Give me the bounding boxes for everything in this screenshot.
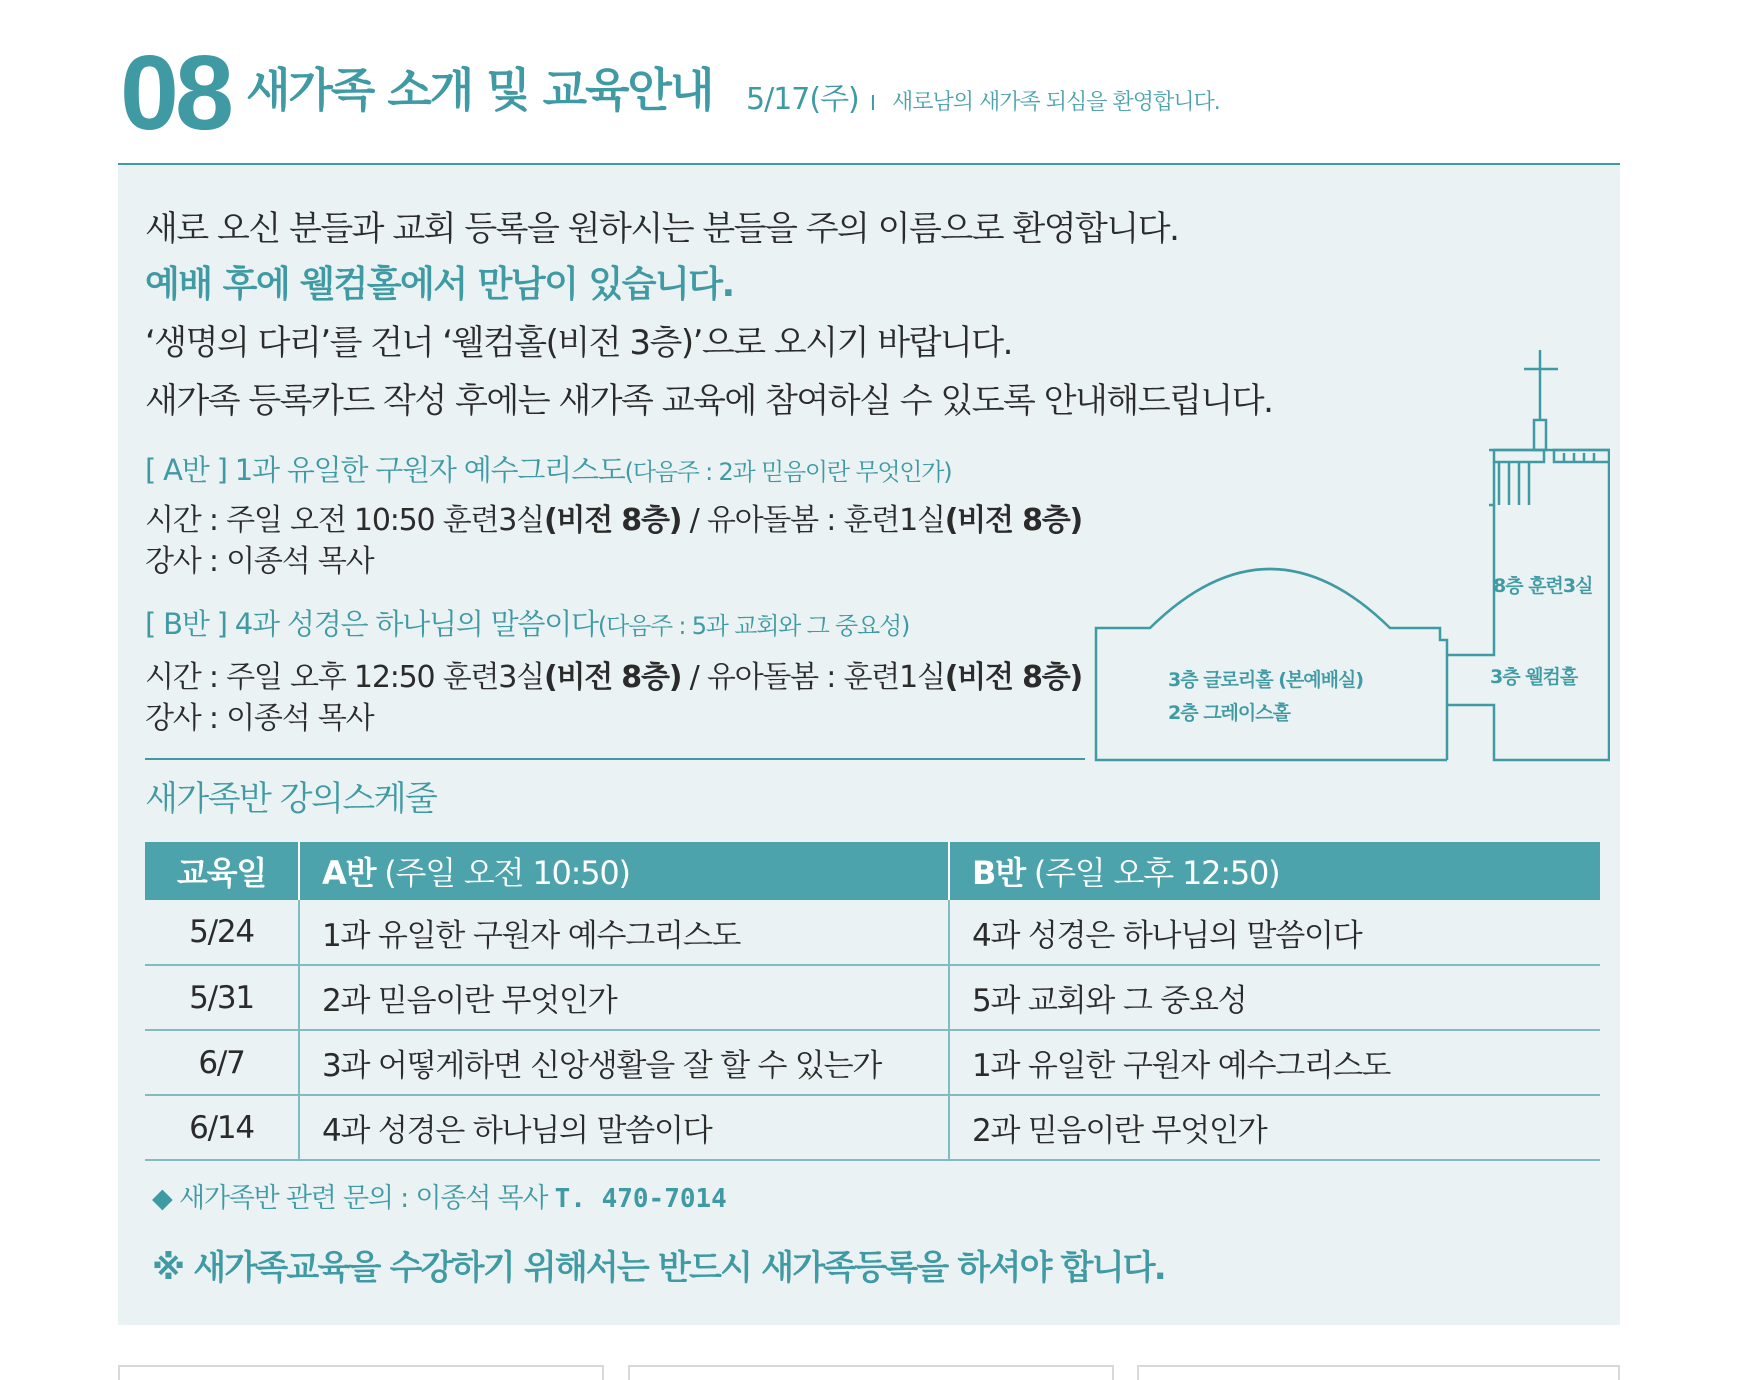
- church-building-illustration: [1080, 340, 1610, 770]
- row-class-a: 1과 유일한 구원자 예수그리스도: [299, 900, 949, 965]
- section-title: 새가족 소개 및 교육안내: [246, 63, 713, 117]
- header-separator: I: [870, 91, 876, 115]
- table-row: [145, 965, 1600, 1030]
- diamond-bullet-icon: ◆: [152, 1183, 172, 1214]
- intro-directions: ‘생명의 다리’를 건너 ‘웰컴홀(비전 3층)’으로 오시기 바랍니다.: [145, 323, 1012, 363]
- class-b-time-text: 시간 : 주일 오후 12:50 훈련3실: [145, 660, 544, 695]
- next-section-box-3: [1137, 1365, 1620, 1380]
- schedule-header-row: [145, 842, 1600, 900]
- contact-info: [152, 1180, 727, 1218]
- class-b-time: [145, 657, 1082, 699]
- class-b-time-header: (주일 오후 12:50): [1024, 854, 1280, 892]
- table-row: [145, 1030, 1600, 1095]
- schedule-table: [145, 842, 1600, 1161]
- class-a-childcare-floor: (비전 8층): [944, 503, 1083, 538]
- contact-text: 새가족반 관련 문의 : 이종석 목사: [178, 1183, 555, 1214]
- class-b-next-lesson: (다음주 : 5과 교회와 그 중요성): [597, 612, 910, 640]
- row-class-b: 4과 성경은 하나님의 말씀이다: [949, 900, 1600, 965]
- class-b-teacher: 강사 : 이종석 목사: [145, 701, 374, 736]
- row-class-b: 2과 믿음이란 무엇인가: [949, 1095, 1600, 1160]
- intro-highlight: 예배 후에 웰컴홀에서 만남이 있습니다.: [145, 264, 734, 305]
- label-3f-welcome-hall: 3층 웰컴홀: [1490, 666, 1578, 688]
- table-row: [145, 1095, 1600, 1160]
- contact-phone: T. 470-7014: [554, 1184, 727, 1214]
- row-date: 6/7: [145, 1030, 299, 1095]
- section-number: 08: [120, 34, 230, 152]
- class-b-childcare: / 유아돌봄 : 훈련1실: [681, 660, 945, 695]
- class-b-lesson: [ B반 ] 4과 성경은 하나님의 말씀이다: [145, 607, 598, 641]
- col-header-date: 교육일: [145, 842, 299, 900]
- class-a-time: [145, 500, 1082, 542]
- section-date: 5/17(주): [746, 82, 859, 117]
- class-b-room-floor: (비전 8층): [543, 660, 682, 695]
- next-section-box-2: [628, 1365, 1114, 1380]
- class-a-time-text: 시간 : 주일 오전 10:50 훈련3실: [145, 503, 544, 538]
- section-header: [120, 34, 1620, 152]
- col-header-class-b: [949, 842, 1600, 900]
- row-date: 6/14: [145, 1095, 299, 1160]
- registration-notice: ※ 새가족교육을 수강하기 위해서는 반드시 새가족등록을 하셔야 합니다.: [152, 1248, 1165, 1288]
- intro-registration: 새가족 등록카드 작성 후에는 새가족 교육에 참여하실 수 있도록 안내해드립니다.: [145, 381, 1273, 421]
- header-tagline: 새로남의 새가족 되심을 환영합니다.: [892, 90, 1220, 115]
- row-date: 5/24: [145, 900, 299, 965]
- class-a-name: A반: [322, 854, 376, 892]
- class-a-next-lesson: (다음주 : 2과 믿음이란 무엇인가): [624, 458, 952, 486]
- class-b-title: [145, 604, 909, 646]
- section-divider: [145, 758, 1085, 760]
- next-section-box-1: [118, 1365, 604, 1380]
- table-row: [145, 900, 1600, 965]
- class-a-lesson: [ A반 ] 1과 유일한 구원자 예수그리스도: [145, 453, 625, 487]
- class-b-childcare-floor: (비전 8층): [944, 660, 1083, 695]
- class-a-time-header: (주일 오전 10:50): [375, 854, 630, 892]
- row-class-a: 2과 믿음이란 무엇인가: [299, 965, 949, 1030]
- col-header-class-a: [299, 842, 949, 900]
- church-building-outline: [1080, 340, 1610, 770]
- class-a-teacher: 강사 : 이종석 목사: [145, 544, 374, 579]
- class-a-room-floor: (비전 8층): [543, 503, 682, 538]
- row-date: 5/31: [145, 965, 299, 1030]
- label-8f-training-room: 8층 훈련3실: [1493, 575, 1593, 597]
- label-2f-grace-hall: 2층 그레이스홀: [1168, 702, 1290, 724]
- row-class-b: 5과 교회와 그 중요성: [949, 965, 1600, 1030]
- label-3f-glory-hall: 3층 글로리홀 (본예배실): [1168, 669, 1364, 691]
- row-class-a: 3과 어떻게하면 신앙생활을 잘 할 수 있는가: [299, 1030, 949, 1095]
- row-class-b: 1과 유일한 구원자 예수그리스도: [949, 1030, 1600, 1095]
- schedule-title: 새가족반 강의스케줄: [145, 779, 437, 819]
- class-a-title: [145, 450, 951, 492]
- row-class-a: 4과 성경은 하나님의 말씀이다: [299, 1095, 949, 1160]
- intro-welcome: 새로 오신 분들과 교회 등록을 원하시는 분들을 주의 이름으로 환영합니다.: [145, 209, 1179, 249]
- class-a-childcare: / 유아돌봄 : 훈련1실: [681, 503, 945, 538]
- class-b-name: B반: [972, 854, 1025, 892]
